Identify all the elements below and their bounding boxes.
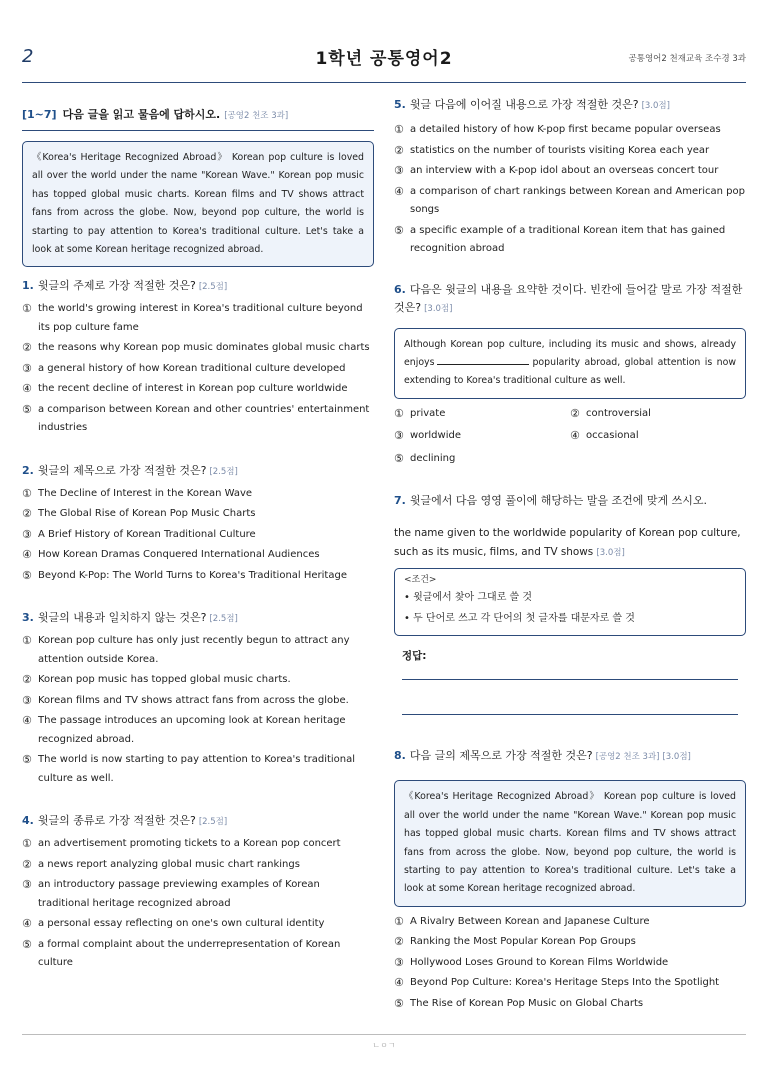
option-marker: ④ [394, 184, 404, 198]
option-text: a specific example of a traditional Korean item that has gained recognition abroad [410, 224, 726, 254]
option-marker: ① [22, 634, 32, 648]
answer-option[interactable] [22, 876, 374, 913]
answer-option[interactable] [22, 671, 374, 690]
answer-option[interactable] [394, 974, 746, 993]
page-footer: ㄴㅇㄱ [372, 1041, 396, 1050]
question-7 [394, 492, 746, 715]
option-text: a detailed history of how K-pop first became popular overseas [410, 124, 721, 135]
question-text: 윗글의 주제로 가장 적절한 것은? [37, 279, 196, 293]
option-text: The Rise of Korean Pop Music on Global Charts [410, 997, 644, 1009]
option-text: controversial [586, 407, 651, 419]
option-text: A Brief History of Korean Traditional Culture [38, 528, 256, 540]
answer-option[interactable] [394, 995, 746, 1014]
group-instruction [22, 106, 374, 131]
option-marker: ② [22, 507, 32, 521]
option-marker: ① [22, 486, 32, 500]
question-text: 윗글의 내용과 일치하지 않는 것은? [37, 611, 207, 625]
condition-item: • 두 단어로 쓰고 각 단어의 첫 글자를 대문자로 쓸 것 [404, 613, 635, 625]
option-text: How Korean Dramas Conquered International Audiences [38, 549, 320, 561]
question-text: 윗글에서 다음 영영 풀이에 해당하는 말을 조건에 맞게 쓰시오. [409, 494, 707, 508]
answer-option[interactable] [22, 380, 374, 399]
question-source-tag: [공영2 천조 3과] [595, 752, 660, 763]
header-divider [22, 82, 746, 83]
question-5 [394, 96, 746, 259]
option-marker: ⑤ [22, 402, 32, 416]
option-marker: ③ [22, 361, 32, 375]
question-points: [3.0점] [662, 752, 691, 763]
answer-option[interactable] [394, 222, 746, 259]
answer-line[interactable] [402, 679, 738, 680]
question-number: 5. [394, 98, 406, 111]
question-number: 3. [22, 611, 34, 625]
option-text: a personal essay reflecting on one's own cultural identity [38, 918, 325, 930]
answer-option[interactable] [22, 546, 374, 565]
question-points: [2.5점] [198, 817, 228, 828]
question-6-prompt [394, 281, 746, 318]
option-marker: ① [394, 123, 404, 136]
option-text: declining [410, 452, 456, 464]
question-7-prompt [394, 492, 746, 510]
option-text: Beyond K-Pop: The World Turns to Korea's Traditional Heritage [38, 569, 347, 581]
question-number: 7. [394, 494, 406, 508]
option-text: occasional [586, 430, 639, 442]
option-text: an introductory passage previewing examples of Korean traditional heritage recognized abroad [38, 879, 320, 909]
option-marker: ③ [22, 527, 32, 541]
question-1-prompt [22, 277, 374, 296]
answer-option[interactable] [22, 751, 374, 788]
option-text: a formal complaint about the underrepresentation of Korean culture [38, 938, 341, 969]
answer-line[interactable] [402, 714, 738, 715]
question-number: 1. [22, 279, 34, 293]
option-marker: ② [22, 857, 32, 871]
question-text: 윗글의 종류로 가장 적절한 것은? [37, 814, 196, 828]
question-points: [3.0점] [596, 547, 625, 558]
document-title: 1학년 공통영어2 [315, 49, 453, 69]
option-marker: ⑤ [394, 996, 404, 1010]
answer-label: 정답: [402, 650, 427, 663]
option-marker: ③ [22, 878, 32, 892]
question-8 [394, 747, 746, 1013]
answer-option[interactable] [22, 915, 374, 934]
option-marker: ④ [22, 714, 32, 728]
option-marker: ⑤ [22, 937, 32, 951]
option-text: a news report analyzing global music chart rankings [38, 858, 300, 870]
option-marker: ② [570, 406, 580, 420]
option-text: an advertisement promoting tickets to a Korean pop concert [38, 838, 341, 850]
summary-text-before: Although Korean pop culture, including its music and shows, already enjoys [404, 338, 736, 368]
question-points: [3.0점] [641, 101, 670, 111]
option-text: Korean pop music has topped global music charts. [38, 674, 291, 686]
option-marker: ⑤ [22, 568, 32, 582]
option-marker: ① [22, 302, 32, 316]
reading-passage: 《Korea's Heritage Recognized Abroad》 Korean pop culture is loved all over the world under the name "Korean Wave." Korean pop music has topped global music charts. Korean films and TV shows attract fans from across the globe. Now, beyond pop culture, the world is starting to pay attention to Korea's traditional culture. Let's take a look at some Korean heritage recognized abroad. [22, 141, 374, 267]
subject-label: 공통영어2 천재교육 조수경 3과 [628, 54, 746, 64]
option-marker: ① [394, 406, 404, 420]
question-4 [22, 812, 374, 973]
option-text: worldwide [410, 430, 461, 442]
right-column [394, 96, 746, 1013]
answer-option[interactable] [22, 300, 374, 337]
option-text: Korean pop culture has only just recently begun to attract any attention outside Korea. [38, 635, 350, 665]
question-number: 6. [394, 282, 406, 296]
page-header [22, 40, 746, 80]
option-marker: ① [22, 837, 32, 851]
option-marker: ③ [394, 955, 404, 969]
answer-option[interactable] [22, 632, 374, 669]
answer-option[interactable] [394, 405, 570, 424]
group-source-tag: [공영2 천조 3과] [224, 111, 289, 121]
option-marker: ③ [22, 693, 32, 707]
answer-option[interactable] [394, 427, 570, 446]
answer-option[interactable] [22, 567, 374, 586]
question-1 [22, 277, 374, 438]
question-4-prompt [22, 812, 374, 831]
option-marker: ⑤ [22, 753, 32, 767]
footer-divider [22, 1034, 746, 1035]
option-text: Ranking the Most Popular Korean Pop Groups [410, 936, 636, 948]
answer-option[interactable] [22, 692, 374, 711]
option-marker: ④ [22, 548, 32, 562]
answer-option[interactable] [394, 142, 746, 161]
option-text: a comparison between Korean and other countries' entertainment industries [38, 403, 370, 434]
answer-option[interactable] [22, 526, 374, 545]
option-marker: ③ [394, 429, 404, 443]
option-text: Beyond Pop Culture: Korea's Heritage Steps Into the Spotlight [410, 977, 720, 989]
answer-option[interactable] [394, 933, 746, 952]
option-text: The Decline of Interest in the Korean Wave [38, 487, 253, 499]
answer-option[interactable] [22, 339, 374, 358]
answer-option[interactable] [22, 936, 374, 973]
left-column [22, 96, 374, 973]
group-instruction-text: 다음 글을 읽고 물음에 답하시오. [62, 108, 221, 121]
group-range: [1~7] [22, 108, 57, 121]
option-marker: ④ [570, 429, 580, 443]
question-text: 다음 글의 제목으로 가장 적절한 것은? [409, 749, 593, 763]
question-3-prompt [22, 609, 374, 628]
option-marker: ④ [394, 976, 404, 990]
answer-option[interactable] [394, 121, 746, 140]
question-2 [22, 462, 374, 586]
answer-option[interactable] [394, 913, 746, 932]
question-5-prompt [394, 96, 746, 115]
option-text: a general history of how Korean traditional culture developed [38, 362, 346, 374]
option-text: private [410, 407, 446, 419]
option-text: The passage introduces an upcoming look at Korean heritage recognized abroad. [38, 715, 346, 745]
question-text: 다음은 윗글의 내용을 요약한 것이다. 빈칸에 들어갈 말로 가장 적절한 것은? [394, 282, 743, 314]
option-text: The world is now starting to pay attention to Korea's traditional culture as well. [38, 754, 356, 784]
option-marker: ② [394, 143, 404, 157]
summary-blank [437, 355, 529, 365]
option-marker: ⑤ [394, 451, 404, 465]
option-text: the reasons why Korean pop music dominates global music charts [38, 342, 370, 354]
option-marker: ④ [22, 382, 32, 396]
question-2-prompt [22, 462, 374, 481]
conditions-title: <조건> [404, 575, 437, 586]
answer-option[interactable] [394, 162, 746, 181]
answer-option[interactable] [22, 485, 374, 504]
summary-text-after: popularity abroad, global attention is now extending to Korea's traditional culture as well. [404, 356, 736, 387]
option-text: an interview with a K-pop idol about an overseas concert tour [410, 165, 719, 176]
answer-option[interactable] [394, 954, 746, 973]
option-marker: ⑤ [394, 223, 404, 237]
answer-option[interactable] [22, 360, 374, 379]
question-number: 8. [394, 749, 406, 763]
option-marker: ② [22, 673, 32, 687]
question-8-prompt [394, 747, 746, 766]
option-marker: ④ [22, 917, 32, 931]
question-3 [22, 609, 374, 788]
question-points: [2.5점] [209, 614, 238, 625]
answer-option[interactable] [570, 427, 746, 446]
question-number: 2. [22, 463, 34, 477]
question-points: [3.0점] [424, 303, 453, 314]
option-text: A Rivalry Between Korean and Japanese Culture [410, 915, 650, 927]
answer-option[interactable] [394, 450, 570, 469]
option-marker: ③ [394, 164, 404, 177]
condition-item: • 윗글에서 찾아 그대로 쓸 것 [404, 592, 533, 604]
answer-option[interactable] [22, 712, 374, 749]
answer-option[interactable] [570, 405, 746, 424]
option-text: The Global Rise of Korean Pop Music Charts [38, 508, 256, 520]
option-text: statistics on the number of tourists visiting Korea each year [410, 144, 710, 156]
option-text: the world's growing interest in Korea's traditional culture beyond its pop culture fame [38, 303, 363, 333]
option-text: the recent decline of interest in Korean pop culture worldwide [38, 383, 348, 395]
option-marker: ② [394, 935, 404, 949]
answer-option[interactable] [22, 401, 374, 438]
option-marker: ① [394, 914, 404, 928]
definition-text: the name given to the worldwide popularity of Korean pop culture, such as its music, films, and TV shows [394, 527, 741, 558]
question-text: 윗글의 제목으로 가장 적절한 것은? [37, 463, 207, 477]
reading-passage-copy: 《Korea's Heritage Recognized Abroad》 Korean pop culture is loved all over the world under the name "Korean Wave." Korean pop music has topped global music charts. Korean films and TV shows attract fans from across the globe. Now, beyond pop culture, the world is starting to pay attention to Korea's traditional culture. Let's take a look at some Korean heritage recognized abroad. [394, 780, 746, 906]
conditions-box [394, 568, 746, 636]
question-6 [394, 281, 746, 469]
option-text: Hollywood Loses Ground to Korean Films Worldwide [410, 956, 669, 968]
option-marker: ② [22, 341, 32, 355]
answer-option[interactable] [22, 856, 374, 875]
english-definition [394, 524, 746, 562]
answer-option[interactable] [394, 183, 746, 220]
option-text: Korean films and TV shows attract fans from across the globe. [38, 694, 349, 706]
page-number: 2 [22, 46, 34, 67]
question-points: [2.5점] [198, 282, 228, 293]
answer-option[interactable] [22, 505, 374, 524]
option-text: a comparison of chart rankings between Korean and American pop songs [410, 185, 745, 215]
summary-box [394, 328, 746, 399]
question-number: 4. [22, 814, 34, 828]
question-points: [2.5점] [209, 466, 238, 477]
answer-option[interactable] [22, 835, 374, 854]
question-text: 윗글 다음에 이어질 내용으로 가장 적절한 것은? [409, 98, 639, 111]
